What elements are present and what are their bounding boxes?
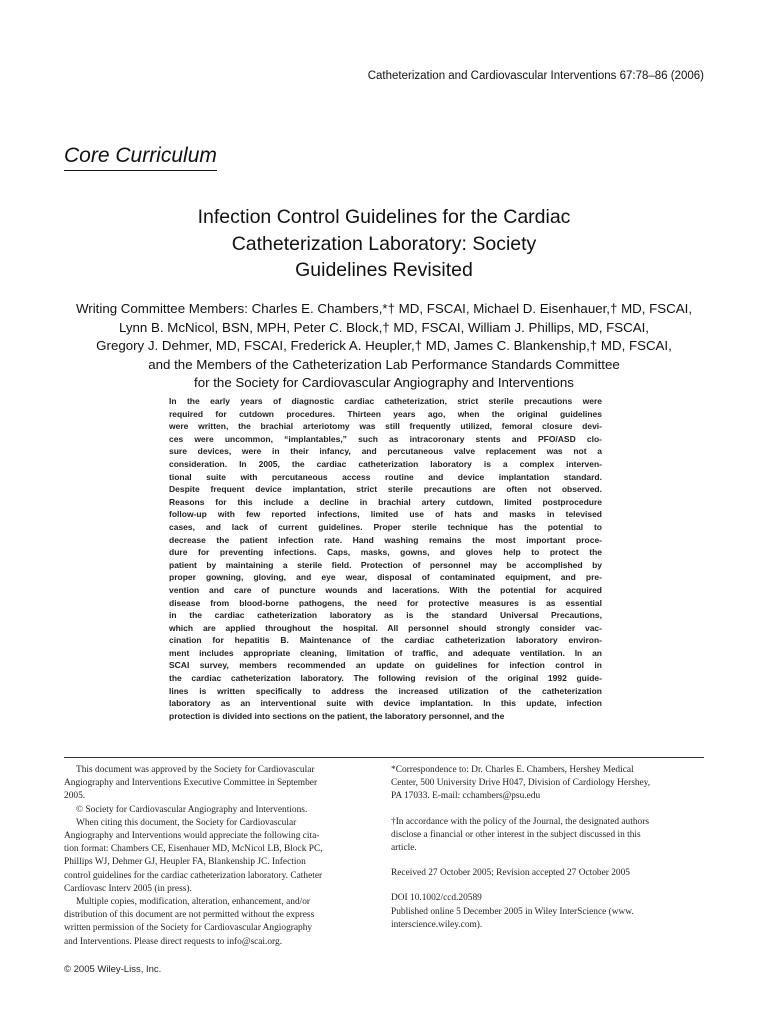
- approval-note: 2005.: [64, 791, 86, 802]
- footnote-divider: [64, 757, 704, 758]
- abstract-line: follow-up with few reported infections, limited use of hats and masks in televised: [169, 509, 602, 520]
- citation-note: Angiography and Interventions would appreciate the following cita-: [64, 831, 320, 842]
- copies-note: written permission of the Society for Cardiovascular Angiography: [64, 923, 313, 934]
- abstract-line: sure devices, were in their infancy, and percutaneous valve replacement was not a: [169, 446, 602, 457]
- abstract-line: ment includes appropriate cleaning, limitation of traffic, and adequate ventilation. In an: [169, 647, 602, 658]
- abstract-line: which are applied throughout the hospital. All personnel should strongly consider vac-: [169, 622, 602, 633]
- author-line: Writing Committee Members: Charles E. Chambers,*† MD, FSCAI, Michael D. Eisenhauer,† MD, FSCAI,: [75, 301, 693, 316]
- author-line: and the Members of the Catheterization Lab Performance Standards Committee: [148, 356, 620, 372]
- citation-note: tion format: Chambers CE, Eisenhauer MD, McNicol LB, Block PC,: [64, 844, 323, 855]
- citation-note: When citing this document, the Society for Cardiovascular: [76, 817, 297, 828]
- abstract-line: required for cutdown procedures. Thirteen years ago, when the original guidelines: [169, 408, 602, 419]
- abstract-line: Reasons for this include a decline in brachial artery cutdown, limited postprocedure: [169, 496, 602, 507]
- correspondence-note: Center, 500 University Drive H047, Division of Cardiology Hershey,: [391, 778, 651, 789]
- abstract-line: ces were uncommon, “implantables,” such as intracoronary stents and PFO/ASD clo-: [169, 433, 602, 444]
- footnotes-right: [391, 764, 704, 932]
- abstract-line: in the cardiac catheterization laboratory as is the standard Universal Precautions,: [169, 610, 602, 621]
- received-note: Received 27 October 2005; Revision accepted 27 October 2005: [391, 868, 630, 879]
- title-line: Infection Control Guidelines for the Cardiac: [197, 206, 571, 228]
- abstract-line: dure for preventing infections. Caps, masks, gowns, and gloves help to protect the: [169, 547, 602, 558]
- author-line: for the Society for Cardiovascular Angiography and Interventions: [194, 375, 574, 391]
- disclosure-note: disclose a financial or other interest in the subject discussed in this: [391, 829, 641, 840]
- disclosure-note: article.: [391, 843, 417, 854]
- abstract-line: Despite frequent device implantation, strict sterile precautions are often not observed.: [169, 484, 602, 495]
- abstract-line: cination for hepatitis B. Maintenance of the cardiac catheterization laboratory environ-: [169, 635, 602, 646]
- author-line: Lynn B. McNicol, BSN, MPH, Peter C. Block,† MD, FSCAI, William J. Phillips, MD, FSCAI,: [118, 319, 649, 335]
- author-list: [40, 300, 728, 393]
- abstract-line: vention and care of puncture wounds and lacerations. With the potential for acquired: [169, 584, 602, 595]
- citation-note: Cardiovasc Interv 2005 (in press).: [64, 883, 192, 894]
- abstract-line: In the early years of diagnostic cardiac catheterization, strict sterile precautions were: [169, 396, 602, 406]
- abstract-line: patient by maintaining a sterile field. Protection of personnel may be accomplished by: [169, 559, 602, 570]
- abstract-line: tional suite with percutaneous access routine and device implantation standard.: [169, 471, 602, 482]
- correspondence-note: PA 17033. E-mail: cchambers@psu.edu: [391, 791, 541, 802]
- section-label: Core Curriculum: [64, 144, 217, 171]
- citation-note: Phillips WJ, Dehmer GJ, Heupler FA, Blankenship JC. Infection: [64, 857, 306, 868]
- abstract-line: cases, and lack of current guidelines. Proper sterile technique has the potential to: [169, 521, 602, 532]
- title-line: Catheterization Laboratory: Society: [231, 232, 537, 255]
- abstract-line: SCAI survey, members recommended an update on guidelines for infection control in: [169, 660, 602, 671]
- abstract-line: the cardiac catheterization laboratory. The following revision of the original 1992 guide-: [169, 673, 602, 684]
- disclosure-note: †In accordance with the policy of the Journal, the designated authors: [391, 816, 649, 827]
- copies-note: distribution of this document are not permitted without the express: [64, 910, 315, 921]
- publisher-copyright: © 2005 Wiley-Liss, Inc.: [64, 964, 162, 975]
- published-note: Published online 5 December 2005 in Wiley InterScience (www.: [391, 906, 634, 917]
- author-line: Gregory J. Dehmer, MD, FSCAI, Frederick A. Heupler,† MD, James C. Blankenship,† MD, FSCAI,: [96, 338, 672, 354]
- abstract-line: were written, the brachial arteriotomy was still frequently utilized, femoral closure devi-: [169, 421, 602, 432]
- journal-header: Catheterization and Cardiovascular Interventions 67:78–86 (2006): [367, 70, 704, 82]
- doi-note: DOI 10.1002/ccd.20589: [391, 893, 482, 904]
- copies-note: and Interventions. Please direct requests to info@scai.org.: [64, 936, 283, 947]
- title-line: Guidelines Revisited: [295, 259, 473, 281]
- approval-note: This document was approved by the Society for Cardiovascular: [76, 765, 315, 775]
- footnotes-left: [64, 764, 380, 949]
- citation-note: control guidelines for the cardiac catheterization laboratory. Catheter: [64, 870, 323, 881]
- correspondence-note: *Correspondence to: Dr. Charles E. Chambers, Hershey Medical: [391, 765, 634, 775]
- abstract-line: lines is written specifically to address the increased utilization of the catheterization: [169, 685, 602, 696]
- copies-note: Multiple copies, modification, alteration, enhancement, and/or: [76, 897, 311, 908]
- abstract-line: laboratory as an interventional suite with device implantation. In this update, infection: [169, 698, 602, 709]
- copyright-note: © Society for Cardiovascular Angiography and Interventions.: [76, 804, 308, 815]
- abstract-line: protection is divided into sections on the patient, the laboratory personnel, and the: [169, 710, 505, 721]
- abstract-line: consideration. In 2005, the cardiac catheterization laboratory is a complex interven-: [169, 458, 602, 469]
- abstract: [169, 395, 602, 722]
- article-title: [64, 204, 704, 284]
- abstract-line: disease from blood-borne pathogens, the need for protective measures is as essential: [169, 597, 602, 608]
- published-note: interscience.wiley.com).: [391, 919, 483, 930]
- abstract-line: decrease the patient infection rate. Hand washing remains the most important proce-: [169, 534, 602, 545]
- abstract-line: proper gowning, gloving, and eye wear, disposal of contaminated equipment, and pre-: [169, 572, 602, 583]
- approval-note: Angiography and Interventions Executive Committee in September: [64, 778, 318, 789]
